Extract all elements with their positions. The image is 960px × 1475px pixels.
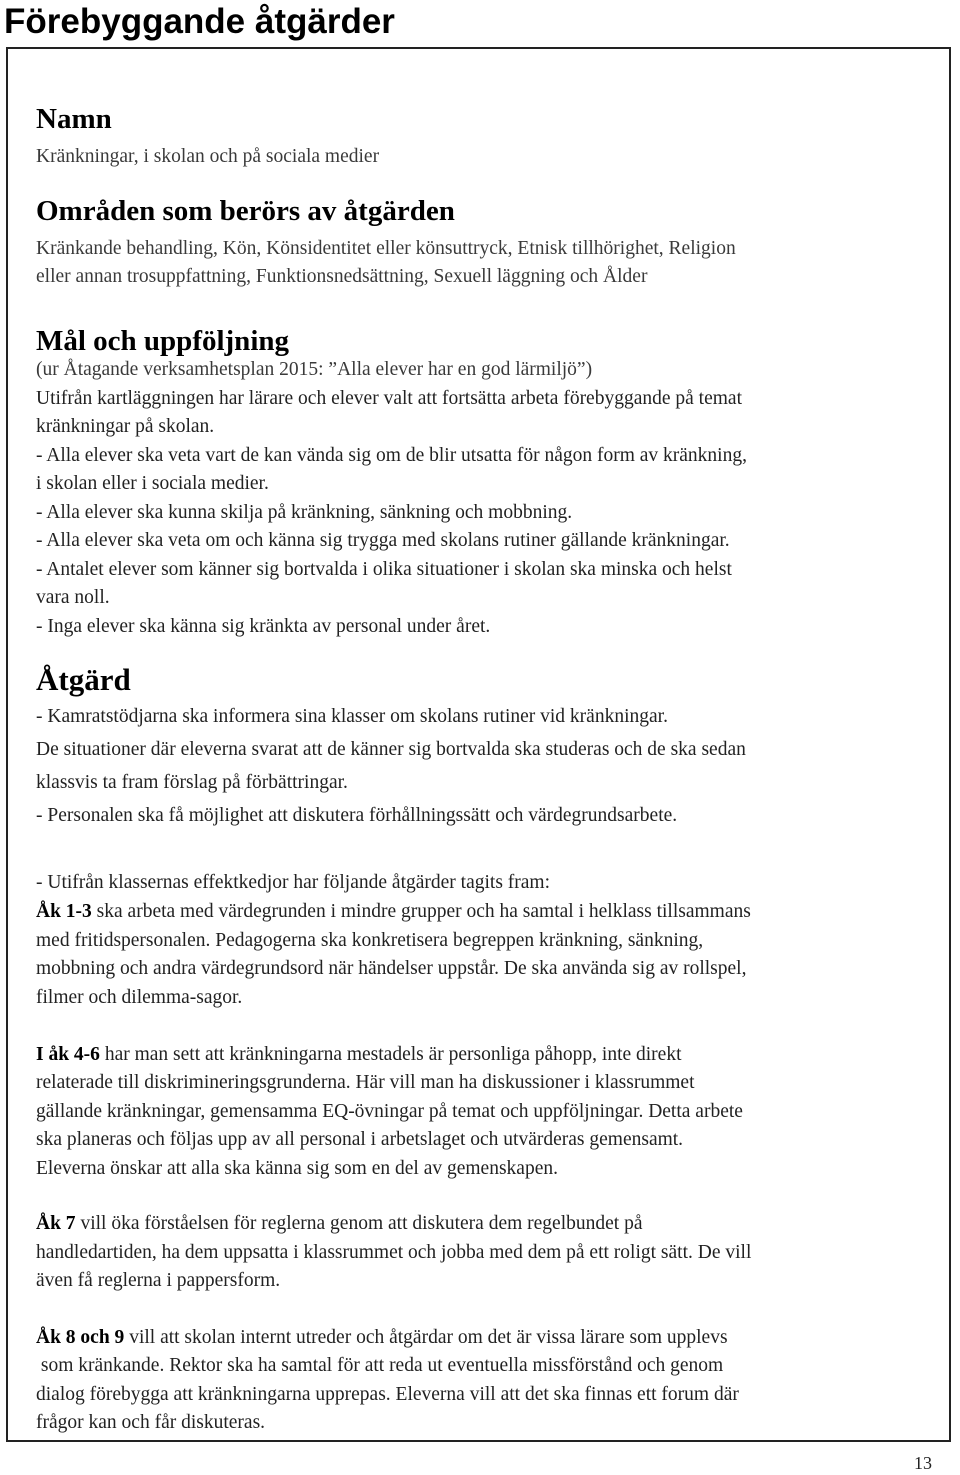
ak13-first-text: ska arbeta med värdegrunden i mindre grupper och ha samtal i helklass tillsammans bbox=[91, 901, 751, 922]
atgard-line: - Kamratstödjarna ska informera sina klasser om skolans rutiner vid kränkningar. bbox=[36, 706, 668, 727]
ak13-line: med fritidspersonalen. Pedagogerna ska konkretisera begreppen kränkning, sänkning, bbox=[36, 930, 704, 951]
ak13-first-line bbox=[36, 898, 751, 926]
ak7-line: handledartiden, ha dem uppsatta i klassrummet och jobba med dem på ett roligt sätt. De vill bbox=[36, 1242, 752, 1263]
mal-line: i skolan eller i sociala medier. bbox=[36, 473, 269, 494]
section-heading-namn: Namn bbox=[36, 103, 112, 135]
ak89-line: som kränkande. Rektor ska ha samtal för att reda ut eventuella missförstånd och genom bbox=[36, 1355, 724, 1376]
ak7-first-text: vill öka förståelsen för reglerna genom att diskutera dem regelbundet på bbox=[75, 1213, 643, 1234]
namn-text: Kränkningar, i skolan och på sociala medier bbox=[36, 146, 380, 167]
mal-line: - Alla elever ska veta om och känna sig trygga med skolans rutiner gällande kränkningar. bbox=[36, 530, 730, 551]
atgard-line: - Personalen ska få möjlighet att diskutera förhållningssätt och värdegrundsarbete. bbox=[36, 805, 678, 826]
mal-line: kränkningar på skolan. bbox=[36, 416, 215, 437]
page-number: 13 bbox=[914, 1453, 932, 1473]
omraden-line: Kränkande behandling, Kön, Könsidentitet eller könsuttryck, Etnisk tillhörighet, Religion bbox=[36, 238, 736, 259]
ak13-line: mobbning och andra värdegrundsord när händelser uppstår. De ska använda sig av rollspel, bbox=[36, 958, 747, 979]
section-heading-atgard: Åtgärd bbox=[36, 662, 131, 697]
ak46-line: relaterade till diskrimineringsgrunderna. Här vill man ha diskussioner i klassrummet bbox=[36, 1072, 695, 1093]
ak46-line: Eleverna önskar att alla ska känna sig som en del av gemenskapen. bbox=[36, 1158, 558, 1179]
ak46-line: ska planeras och följas upp av all personal i arbetslaget och utvärderas gemensamt. bbox=[36, 1129, 684, 1150]
mal-line: - Alla elever ska kunna skilja på kränkning, sänkning och mobbning. bbox=[36, 502, 573, 523]
page-title: Förebyggande åtgärder bbox=[4, 2, 395, 41]
ak13-line: filmer och dilemma-sagor. bbox=[36, 987, 243, 1008]
ak7-first-line bbox=[36, 1210, 642, 1238]
ak89-first-text: vill att skolan internt utreder och åtgärdar om det är vissa lärare som upplevs bbox=[124, 1327, 728, 1348]
ak46-label: I åk 4-6 bbox=[36, 1044, 100, 1065]
omraden-line: eller annan trosuppfattning, Funktionsnedsättning, Sexuell läggning och Ålder bbox=[36, 266, 648, 287]
mal-line: vara noll. bbox=[36, 587, 110, 608]
ak46-line: gällande kränkningar, gemensamma EQ-övningar på temat och uppföljningar. Detta arbete bbox=[36, 1101, 743, 1122]
mal-line: Utifrån kartläggningen har lärare och elever valt att fortsätta arbeta förebyggande på temat bbox=[36, 388, 742, 409]
mal-line: - Antalet elever som känner sig bortvalda i olika situationer i skolan ska minska och helst bbox=[36, 559, 732, 580]
content-frame bbox=[6, 47, 951, 1442]
section-heading-omraden: Områden som berörs av åtgärden bbox=[36, 195, 455, 227]
mal-line: (ur Åtagande verksamhetsplan 2015: ”Alla elever har en god lärmiljö”) bbox=[36, 359, 593, 380]
ak89-first-line bbox=[36, 1324, 728, 1352]
mal-line: - Inga elever ska känna sig kränkta av personal under året. bbox=[36, 616, 491, 637]
atgard-line: De situationer där eleverna svarat att de känner sig bortvalda ska studeras och de ska sedan bbox=[36, 739, 746, 760]
ak89-line: dialog förebygga att kränkningarna upprepas. Eleverna vill att det ska finnas ett forum där bbox=[36, 1384, 739, 1405]
ak89-line: frågor kan och får diskuteras. bbox=[36, 1412, 266, 1433]
ak7-label: Åk 7 bbox=[36, 1213, 76, 1234]
ak46-first-text: har man sett att kränkningarna mestadels är personliga påhopp, inte direkt bbox=[99, 1044, 682, 1065]
mal-line: - Alla elever ska veta vart de kan vända sig om de blir utsatta för någon form av kränkning, bbox=[36, 445, 747, 466]
ak13-label: Åk 1-3 bbox=[36, 901, 92, 922]
atgard-line: - Utifrån klassernas effektkedjor har följande åtgärder tagits fram: bbox=[36, 872, 551, 893]
ak46-first-line bbox=[36, 1041, 682, 1069]
atgard-line: klassvis ta fram förslag på förbättringar. bbox=[36, 772, 348, 793]
ak89-label: Åk 8 och 9 bbox=[36, 1327, 125, 1348]
section-heading-mal: Mål och uppföljning bbox=[36, 325, 289, 357]
ak7-line: även få reglerna i pappersform. bbox=[36, 1270, 281, 1291]
